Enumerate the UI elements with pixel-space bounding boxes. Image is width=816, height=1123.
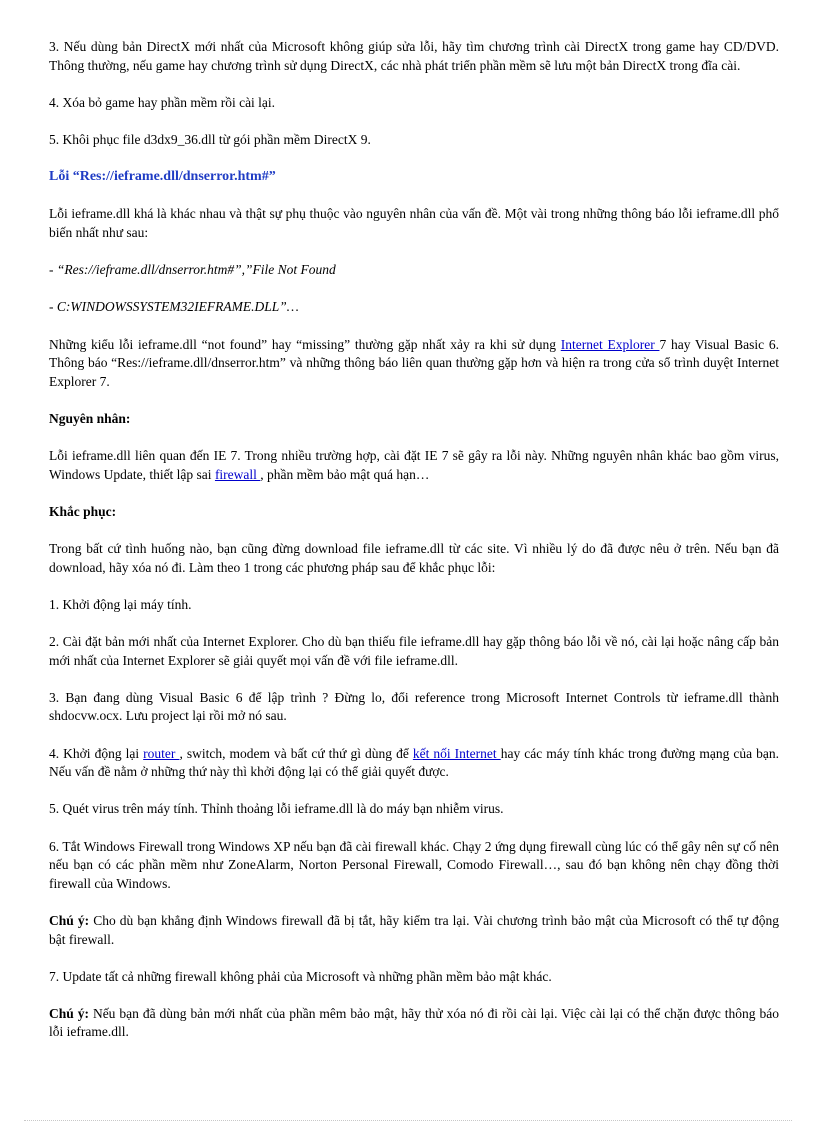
heading-fix: Khắc phục:	[49, 503, 117, 519]
fix-step-4	[49, 745, 779, 782]
document-body	[49, 38, 779, 1061]
note-windows-firewall	[49, 912, 779, 949]
heading-ieframe-error: Lỗi “Res://ieframe.dll/dnserror.htm#”	[49, 169, 276, 185]
paragraph-fix-intro: Trong bất cứ tình huống nào, bạn cũng đừng download file ieframe.dll từ các site. Vì nhiều lý do đã được nêu ở trên. Nếu bạn đã download, hãy xóa nó đi. Làm theo 1 trong các phương pháp sau để khắc phục lỗi:	[49, 541, 779, 575]
link-firewall[interactable]: firewall	[214, 466, 261, 482]
fix-step-3: 3. Bạn đang dùng Visual Basic 6 để lập trình ? Đừng lo, đổi reference trong Microsoft Internet Controls từ ieframe.dll thành shdocvw.ocx. Lưu project lại rồi mở nó sau.	[49, 689, 779, 724]
text-segment: , phần mềm bảo mật quá hạn…	[260, 466, 430, 482]
link-internet-connection[interactable]: kết nối Internet	[412, 745, 501, 761]
paragraph-directx-step3: 3. Nếu dùng bản DirectX mới nhất của Microsoft không giúp sửa lỗi, hãy tìm chương trình cài DirectX trong game hay CD/DVD. Thông thường, nếu game hay chương trình sử dụng DirectX, các nhà phát triển phần mềm sẽ lưu một bản DirectX trong đĩa cài.	[49, 39, 779, 73]
text-segment: 7 hay Visual Basic 6. Thông báo “Res://ieframe.dll/dnserror.htm” và những thông báo liên quan thường gặp hơn và hiện ra trong cửa sổ trình duyệt Internet Explorer 7.	[49, 336, 779, 389]
page-bottom-divider	[24, 1120, 792, 1121]
fix-step-1: 1. Khởi động lại máy tính.	[49, 596, 192, 612]
fix-step-7: 7. Update tất cả những firewall không phải của Microsoft và những phần mềm bảo mật khác.	[49, 968, 552, 984]
link-internet-explorer[interactable]: Internet Explorer	[560, 336, 660, 352]
text-segment: Lỗi ieframe.dll liên quan đến IE 7. Trong nhiều trường hợp, cài đặt IE 7 sẽ gây ra lỗi này. Những nguyên nhân khác bao gồm virus, Windows Update, thiết lập sai	[49, 448, 779, 482]
paragraph-cause	[49, 447, 779, 484]
paragraph-error-intro: Lỗi ieframe.dll khá là khác nhau và thật sự phụ thuộc vào nguyên nhân của vấn đề. Một vài trong những thông báo lỗi ieframe.dll phổ biến nhất như sau:	[49, 206, 779, 240]
note-label: Chú ý:	[49, 1005, 89, 1021]
text-segment: , switch, modem và bất cứ thứ gì dùng để	[179, 745, 413, 761]
paragraph-directx-step4: 4. Xóa bỏ game hay phần mềm rồi cài lại.	[49, 94, 276, 110]
note-label: Chú ý:	[49, 912, 90, 928]
link-router[interactable]: router	[143, 745, 180, 761]
paragraph-error-types	[49, 336, 779, 392]
fix-step-5: 5. Quét virus trên máy tính. Thỉnh thoảng lỗi ieframe.dll là do máy bạn nhiễm virus.	[49, 801, 504, 817]
note-text: Cho dù bạn khẳng định Windows firewall đã bị tắt, hãy kiểm tra lại. Vài chương trình bảo mật của Microsoft có thể tự động bật firewall.	[49, 912, 779, 947]
text-segment: 4. Khởi động lại	[49, 745, 144, 761]
note-text: Nếu bạn đã dùng bản mới nhất của phần mêm bảo mật, hãy thử xóa nó đi rồi cài lại. Việc cài lại có thể chặn được thông báo lỗi ieframe.dll.	[49, 1005, 779, 1040]
fix-step-2: 2. Cài đặt bản mới nhất của Internet Explorer. Cho dù bạn thiếu file ieframe.dll hay gặp thông báo lỗi về nó, cài lại hoặc nâng cấp bản mới nhất của Internet Explorer sẽ giải quyết mọi vấn đề với file ieframe.dll.	[49, 634, 779, 668]
text-segment: hay các máy tính khác trong đường mạng của bạn. Nếu vấn đề nằm ở những thứ này thì khởi động lại có thể giải quyết được.	[49, 745, 780, 780]
text-segment: Những kiểu lỗi ieframe.dll “not found” hay “missing” thường gặp nhất xảy ra khi sử dụng	[49, 336, 561, 352]
error-message-2: - C:WINDOWSSYSTEM32IEFRAME.DLL”…	[49, 299, 299, 315]
error-message-1: - “Res://ieframe.dll/dnserror.htm#”,”File Not Found	[49, 262, 336, 278]
paragraph-directx-step5: 5. Khôi phục file d3dx9_36.dll từ gói phần mềm DirectX 9.	[49, 131, 371, 147]
note-reinstall-security	[49, 1005, 779, 1042]
fix-step-6: 6. Tắt Windows Firewall trong Windows XP nếu bạn đã cài firewall khác. Chạy 2 ứng dụng firewall cùng lúc có thể gây nên sự cố nên nếu bạn có các phần mềm như ZoneAlarm, Norton Personal Firewall, Comodo Firewall…, sau đó bạn không nên chạy đồng thời firewall của Windows.	[49, 838, 779, 891]
heading-cause: Nguyên nhân:	[49, 410, 131, 426]
